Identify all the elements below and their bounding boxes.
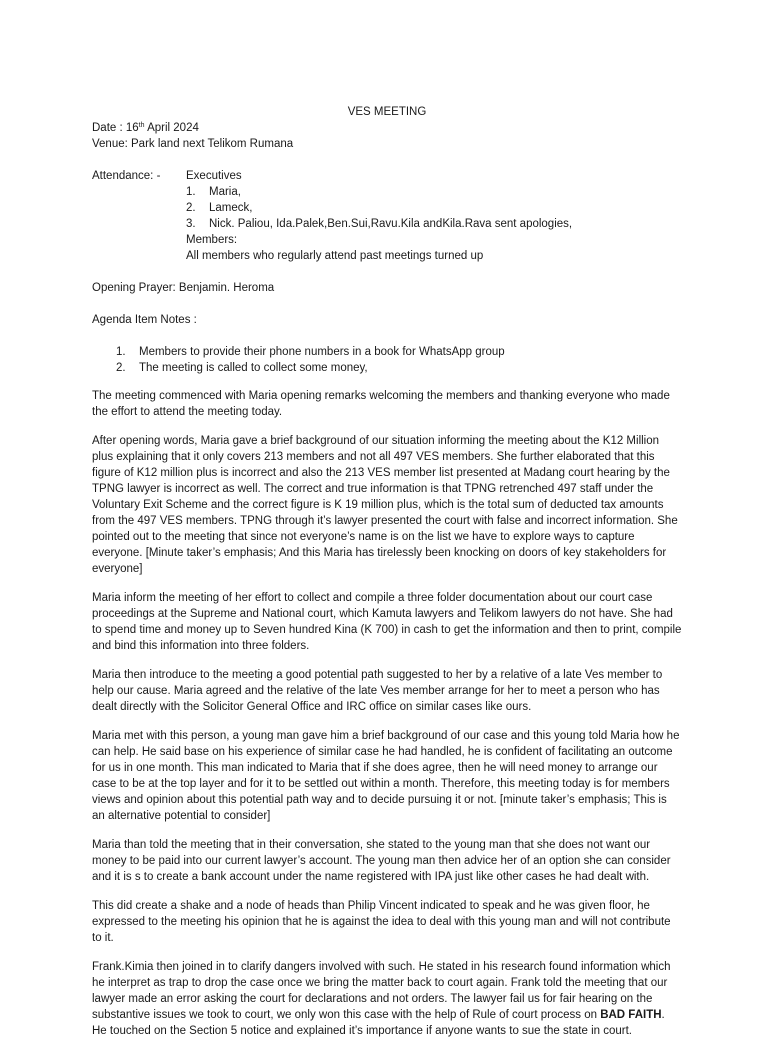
bad-faith-emphasis: BAD FAITH bbox=[600, 1009, 662, 1021]
attendance-label: Attendance: - bbox=[92, 170, 161, 182]
document-page bbox=[92, 104, 682, 1052]
paragraph: Maria then introduce to the meeting a good potential path suggested to her by a relative of a late Ves member to help our cause. Maria agreed and the relative of the late Ves member arrange for her to meet a person who has dealt directly with the Solicitor General Office and IRC office on similar cases like ours. bbox=[92, 669, 663, 713]
meeting-venue: Venue: Park land next Telikom Rumana bbox=[92, 138, 294, 150]
agenda-list bbox=[92, 344, 682, 376]
paragraph-last: Frank.Kimia then joined in to clarify dangers involved with such. He stated in his research found information which he interpret as trap to drop the case once we bring the matter back to court again. Frank told the meeting that our lawyer made an error asking the court for declarations and not orders. The lawyer fail us for fair hearing on the substantive issues we took to court, we only won this case with the help of Rule of court process on BAD FAITH. He touched on the Section 5 notice and explained it’s importance if anyone wants to sue the state in court. bbox=[92, 961, 671, 1037]
opening-prayer: Opening Prayer: Benjamin. Heroma bbox=[92, 282, 275, 294]
members-heading: Members: bbox=[186, 234, 238, 246]
executives-heading: Executives bbox=[186, 170, 242, 182]
attendance-section bbox=[92, 168, 682, 264]
paragraph: This did create a shake and a node of heads than Philip Vincent indicated to speak and he was given floor, he expressed to the meeting his opinion that he is against the idea to deal with this young man and will not contribute to it. bbox=[92, 900, 671, 944]
document-title: VES MEETING bbox=[347, 106, 427, 118]
agenda-heading: Agenda Item Notes : bbox=[92, 314, 197, 326]
executive-item: 3. Nick. Paliou, Ida.Palek,Ben.Sui,Ravu.Kila andKila.Rava sent apologies, bbox=[186, 218, 573, 230]
paragraph: Maria met with this person, a young man gave him a brief background of our case and this young told Maria how he can help. He said base on his experience of similar case he had handled, he is confident of facilitating an outcome for us in one month. This man indicated to Maria that if she does agree, then he will need money to arrange our case to be at the top layer and for it to be settled out within a month. Therefore, this meeting today is for members views and opinion about this potential path way and to decide pursuing it or not. [minute taker’s emphasis; This is an alternative potential to consider] bbox=[92, 730, 680, 822]
agenda-item: 1. Members to provide their phone numbers in a book for WhatsApp group bbox=[116, 346, 505, 358]
members-text: All members who regularly attend past meetings turned up bbox=[186, 250, 484, 262]
paragraph: Maria inform the meeting of her effort to collect and compile a three folder documentation about our court case proceedings at the Supreme and National court, which Kamuta lawyers and Telikom lawyers do not have. She had to spend time and money up to Seven hundred Kina (K 700) in cash to get the information and then to print, compile and bind this information into three folders. bbox=[92, 592, 682, 652]
paragraph: Maria than told the meeting that in their conversation, she stated to the young man that she does not want our money to be paid into our current lawyer’s account. The young man then advice her of an option she can consider and it is s to create a bank account under the name registered with IPA just like other cases he had dealt with. bbox=[92, 839, 671, 883]
paragraph: After opening words, Maria gave a brief background of our situation informing the meeting about the K12 Million plus explaining that it only covers 213 members and not all 497 VES members. She further elaborated that this figure of K12 million plus is incorrect and also the 213 VES member list presented at Madang court hearing by the TPNG lawyer is incorrect as well. The correct and true information is that TPNG retrenched 497 staff under the Voluntary Exit Scheme and the correct figure is K 19 million plus, which is the total sum of deducted tax amounts from the 497 VES members. TPNG through it’s lawyer presented the court with false and incorrect information. She pointed out to the meeting that since not everyone’s name is on the list we have to explore ways to capture everyone. [Minute taker’s emphasis; And this Maria has tirelessly been knocking on doors of key stakeholders for everyone] bbox=[92, 435, 678, 575]
executive-item: 2. Lameck, bbox=[186, 202, 253, 214]
executive-item: 1. Maria, bbox=[186, 186, 241, 198]
agenda-item: 2. The meeting is called to collect some money, bbox=[116, 362, 368, 374]
paragraph: The meeting commenced with Maria opening remarks welcoming the members and thanking everyone who made the effort to attend the meeting today. bbox=[92, 390, 670, 418]
meeting-date: Date : 16th April 2024 bbox=[92, 122, 199, 134]
